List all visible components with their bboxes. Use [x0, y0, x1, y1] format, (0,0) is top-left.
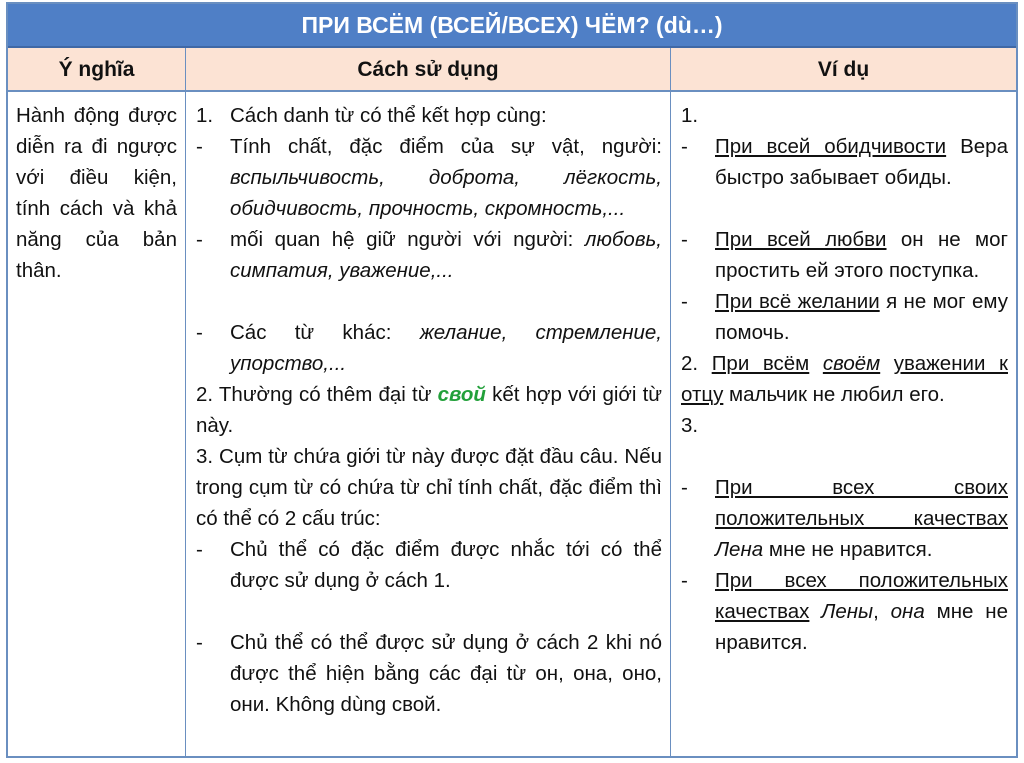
highlight-svoy: свой	[437, 383, 486, 406]
usage-bullet-case1	[196, 534, 662, 596]
example-phrase: При всей обидчивости	[715, 135, 947, 158]
example-2	[681, 224, 1008, 286]
header-usage: Cách sử dụng	[186, 48, 671, 92]
example-phrase: При всех положительных качествах	[715, 569, 1008, 623]
example-3	[681, 286, 1008, 348]
bullet-dash: -	[681, 290, 688, 313]
usage-bullet-words: любовь, симпатия, уважение,...	[230, 228, 662, 282]
usage-bullet-text: mối quan hệ giữ người với người:	[230, 228, 574, 251]
bullet-dash: -	[681, 569, 688, 592]
example-4	[681, 348, 1008, 410]
example-phrase-end: уважении к отцу	[681, 352, 1008, 406]
meaning-text: Hành động được diễn ra đi ngược với điều kiện, tính cách và khả năng của bản thân.	[16, 104, 177, 282]
usage-point-1	[196, 100, 662, 131]
example-phrase: При всех своих положительных качествах	[715, 476, 1008, 530]
bullet-dash: -	[681, 228, 688, 251]
usage-bullet-text: Chủ thể có thể được sử dụng ở cách 2 khi nó được thể hiện bằng các đại từ он, она, оно, они. Không dùng свой.	[230, 631, 662, 716]
bullet-dash: -	[196, 135, 203, 158]
example-phrase: При всей любви	[715, 228, 887, 251]
usage-bullet-relations	[196, 224, 662, 286]
example-cell	[671, 92, 1016, 756]
bullet-dash: -	[681, 476, 688, 499]
example-phrase-italic: своём	[822, 352, 881, 375]
usage-bullet-text: Chủ thể có đặc điểm được nhắc tới có thể được sử dụng ở cách 1.	[230, 538, 662, 592]
usage-bullet-properties	[196, 131, 662, 224]
example-rest: я не мог ему помочь.	[715, 290, 1008, 344]
example-rest: мне не нравится.	[715, 600, 1008, 654]
example-phrase: При всё желании	[715, 290, 880, 313]
usage-bullet-text: Tính chất, đặc điểm của sự vật, người:	[230, 135, 662, 158]
bullet-dash: -	[196, 538, 203, 561]
example-rest: Вера быстро забывает обиды.	[715, 135, 1008, 189]
usage-point-2-text: 2. Thường có thêm đại từ	[196, 383, 432, 406]
example-phrase: При всём	[711, 352, 810, 375]
bullet-dash: -	[196, 631, 203, 654]
example-5	[681, 472, 1008, 565]
usage-point-3: 3. Cụm từ chứa giới từ này được đặt đầu câu. Nếu trong cụm từ có chứa từ chỉ tính chất, đặc điểm thì có thể có 2 cấu trúc:	[196, 445, 662, 530]
bullet-dash: -	[681, 135, 688, 158]
header-meaning: Ý nghĩa	[8, 48, 186, 92]
example-rest: мальчик не любил его.	[729, 383, 945, 406]
example-number-3: 3.	[681, 414, 699, 437]
example-rest: он не мог простить ей этого поступка.	[715, 228, 1008, 282]
bullet-dash: -	[196, 321, 203, 344]
table-title: ПРИ ВСЁМ (ВСЕЙ/ВСЕХ) ЧЁМ? (dù…)	[8, 4, 1016, 48]
example-number-1: 1.	[681, 104, 699, 127]
bullet-dash: -	[196, 228, 203, 251]
usage-cell	[186, 92, 671, 756]
grammar-table	[6, 2, 1018, 758]
usage-bullet-words: желание, стремление, упорство,...	[230, 321, 663, 375]
example-1	[681, 131, 1008, 193]
usage-point-1-text: Cách danh từ có thể kết hợp cùng:	[230, 104, 547, 127]
usage-point-1-number: 1.	[196, 104, 214, 127]
usage-bullet-words: вспыльчивость, доброта, лёгкость, обидчивость, прочность, скромность,...	[230, 166, 662, 220]
example-6: - При всех положительных качествах Лены, она мне не нравится.	[681, 565, 1008, 658]
usage-point-2	[196, 379, 662, 441]
usage-bullet-text: Các từ khác:	[230, 321, 392, 344]
example-pronoun: она	[890, 600, 925, 623]
header-example: Ví dụ	[671, 48, 1016, 92]
example-subject: Лена	[715, 538, 764, 561]
example-rest: мне не нравится.	[768, 538, 933, 561]
usage-bullet-case2	[196, 627, 662, 720]
usage-point-2-text-end: kết hợp với giới từ này.	[196, 383, 662, 437]
example-subject: Лены	[821, 600, 874, 623]
example-number-2: 2.	[681, 352, 699, 375]
meaning-cell	[8, 92, 186, 756]
usage-bullet-other	[196, 317, 662, 379]
